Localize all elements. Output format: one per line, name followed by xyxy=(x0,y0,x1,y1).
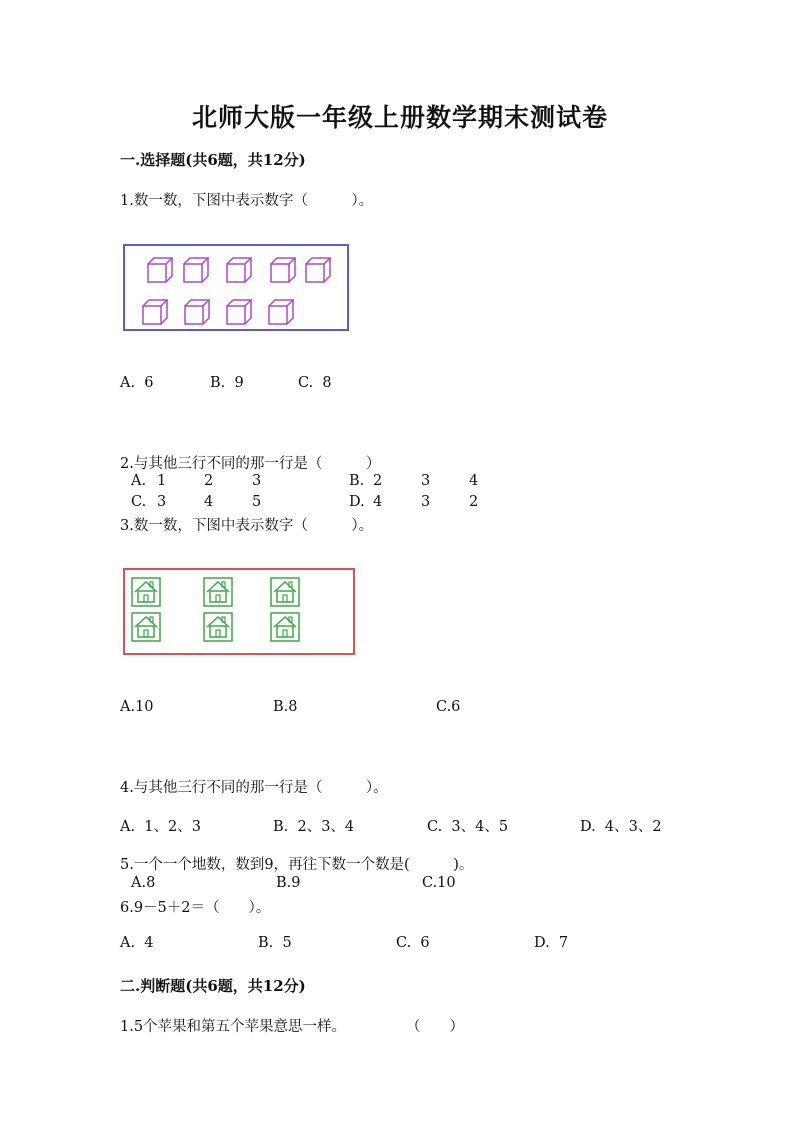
q1-option-c[interactable]: C. 8 xyxy=(298,375,332,391)
q2-option-c-num-1: 3 xyxy=(157,494,167,510)
q3-option-c[interactable]: C.6 xyxy=(436,699,461,715)
q2-option-d-letter[interactable]: D. xyxy=(349,494,365,510)
q2-option-b-num-3: 4 xyxy=(469,473,479,489)
q5-option-c[interactable]: C.10 xyxy=(422,875,456,891)
q2-option-b-num-1: 2 xyxy=(373,473,383,489)
house-icon xyxy=(270,577,300,607)
q2-option-c-num-3: 5 xyxy=(252,494,262,510)
q5-option-a[interactable]: A.8 xyxy=(131,875,156,891)
house-icon xyxy=(203,577,233,607)
q4-option-b[interactable]: B. 2、3、4 xyxy=(273,819,355,835)
q2-option-a-num-1: 1 xyxy=(157,473,167,489)
cube-icon xyxy=(184,299,210,325)
q2-option-a-num-2: 2 xyxy=(204,473,214,489)
q2-option-b-num-2: 3 xyxy=(421,473,431,489)
section-heading-choice: 一.选择题(共6题，共12分) xyxy=(120,151,306,169)
cube-icon xyxy=(183,257,209,283)
cube-icon xyxy=(305,257,331,283)
q4-option-d[interactable]: D. 4、3、2 xyxy=(580,819,662,835)
q2-option-d-num-1: 4 xyxy=(373,494,383,510)
q2-option-d-num-3: 2 xyxy=(469,494,479,510)
q2-option-a-num-3: 3 xyxy=(252,473,262,489)
q4-option-a[interactable]: A. 1、2、3 xyxy=(120,819,201,835)
cube-icon xyxy=(268,299,294,325)
q3-option-b[interactable]: B.8 xyxy=(273,699,298,715)
q5-option-b[interactable]: B.9 xyxy=(276,875,301,891)
judgement-1-answer-blank[interactable]: （ ） xyxy=(406,1019,464,1035)
q6-option-b[interactable]: B. 5 xyxy=(258,935,292,951)
q1-option-a[interactable]: A. 6 xyxy=(120,375,154,391)
house-icon xyxy=(131,577,161,607)
q1-option-b[interactable]: B. 9 xyxy=(210,375,244,391)
house-icon xyxy=(203,612,233,642)
section-heading-judgement: 二.判断题(共6题，共12分) xyxy=(120,977,306,995)
cube-icon xyxy=(270,257,296,283)
q2-option-c-letter[interactable]: C. xyxy=(131,494,147,510)
question-3-stem: 3.数一数，下图中表示数字（ ）。 xyxy=(120,518,374,534)
question-5-stem: 5.一个一个地数，数到9，再往下数一个数是( )。 xyxy=(120,857,474,873)
house-icon xyxy=(131,612,161,642)
question-1-stem: 1.数一数，下图中表示数字（ ）。 xyxy=(120,193,374,209)
question-2-stem: 2.与其他三行不同的那一行是（ ） xyxy=(120,456,381,472)
house-icon xyxy=(270,612,300,642)
cube-icon xyxy=(142,299,168,325)
q2-option-d-num-2: 3 xyxy=(421,494,431,510)
cube-icon xyxy=(147,257,173,283)
q6-option-a[interactable]: A. 4 xyxy=(120,935,154,951)
q2-option-c-num-2: 4 xyxy=(204,494,214,510)
q2-option-a-letter[interactable]: A. xyxy=(131,473,147,489)
cube-icon xyxy=(226,257,252,283)
page-title: 北师大版一年级上册数学期末测试卷 xyxy=(191,103,608,132)
cube-icon xyxy=(226,299,252,325)
q3-option-a[interactable]: A.10 xyxy=(120,699,154,715)
q6-option-c[interactable]: C. 6 xyxy=(396,935,430,951)
q4-option-c[interactable]: C. 3、4、5 xyxy=(427,819,509,835)
q6-option-d[interactable]: D. 7 xyxy=(534,935,569,951)
judgement-1-stem: 1.5个苹果和第五个苹果意思一样。 xyxy=(120,1019,347,1035)
q2-option-b-letter[interactable]: B. xyxy=(349,473,365,489)
question-6-stem: 6.9－5＋2＝（ ）。 xyxy=(120,900,271,916)
question-4-stem: 4.与其他三行不同的那一行是（ ）。 xyxy=(120,780,388,796)
